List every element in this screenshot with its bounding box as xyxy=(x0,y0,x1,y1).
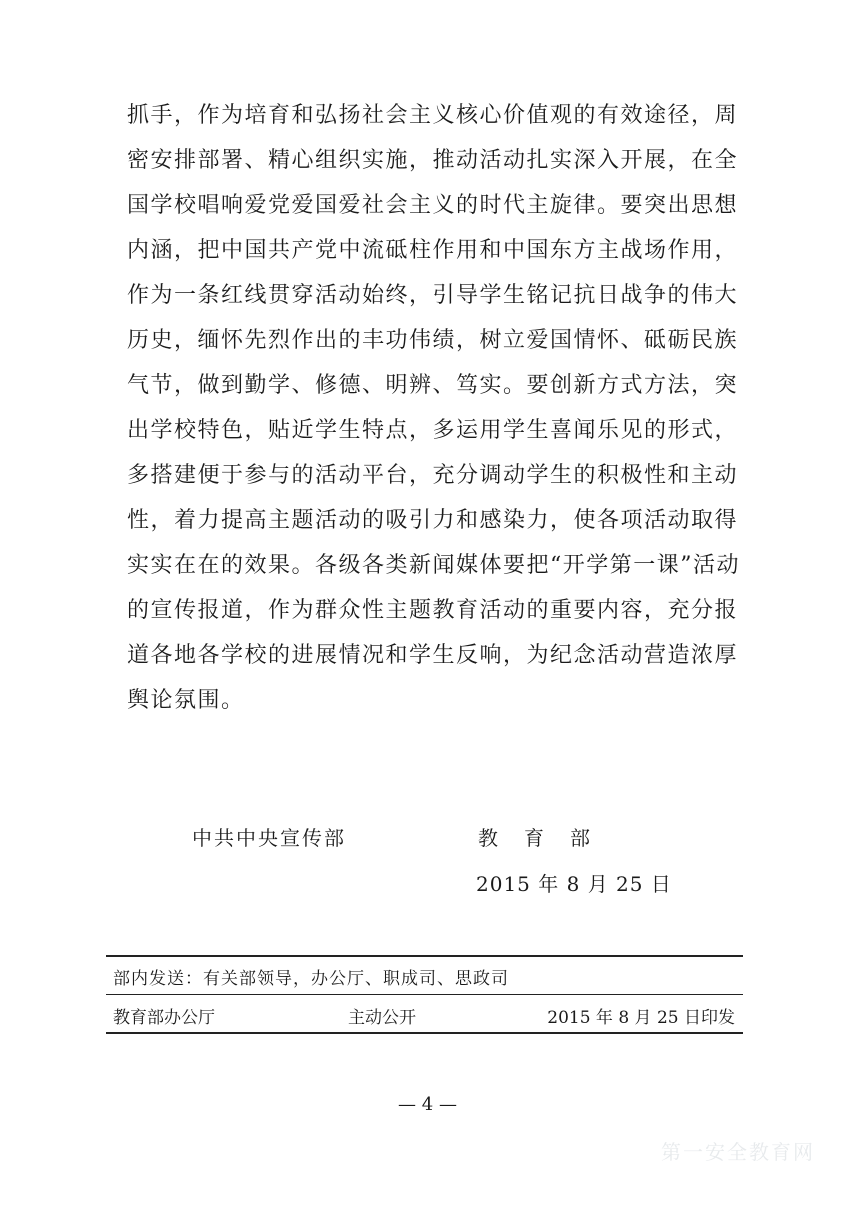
body-line: 道各地各学校的进展情况和学生反响，为纪念活动营造浓厚 xyxy=(127,643,739,668)
page-number: — 4 — xyxy=(398,1094,457,1115)
body-line: 气节，做到勤学、修德、明辨、笃实。要创新方式方法，突 xyxy=(127,373,739,398)
body-line: 内涵，把中国共产党中流砥柱作用和中国东方主战场作用， xyxy=(127,238,739,263)
footer-bottom-rule xyxy=(106,1032,743,1034)
publicity-status: 主动公开 xyxy=(348,1008,416,1028)
body-line: 历史，缅怀先烈作出的丰功伟绩，树立爱国情怀、砥砺民族 xyxy=(127,328,739,353)
body-text xyxy=(127,96,740,726)
body-line: 性，着力提高主题活动的吸引力和感染力，使各项活动取得 xyxy=(127,508,739,533)
signature-issuer-education-ministry: 教育部 xyxy=(478,826,616,850)
watermark: 第一安全教育网 xyxy=(661,1140,815,1164)
signature-date: 2015 年 8 月 25 日 xyxy=(476,872,672,896)
body-line: 舆论氛围。 xyxy=(127,688,245,713)
body-line: 国学校唱响爱党爱国爱社会主义的时代主旋律。要突出思想 xyxy=(127,193,739,218)
body-line: 的宣传报道，作为群众性主题教育活动的重要内容，充分报 xyxy=(127,598,739,623)
issue-date: 2015 年 8 月 25 日印发 xyxy=(547,1008,735,1028)
footer-top-rule xyxy=(106,955,743,957)
footer-middle-rule xyxy=(106,994,743,995)
body-line: 实实在在的效果。各级各类新闻媒体要把“开学第一课”活动 xyxy=(127,553,740,578)
issuer-office: 教育部办公厅 xyxy=(113,1008,215,1028)
distribution-line: 部内发送：有关部领导，办公厅、职成司、思政司 xyxy=(113,969,509,989)
body-line: 作为一条红线贯穿活动始终，引导学生铭记抗日战争的伟大 xyxy=(127,283,739,308)
body-line: 密安排部署、精心组织实施，推动活动扎实深入开展，在全 xyxy=(127,148,739,173)
body-line: 出学校特色，贴近学生特点，多运用学生喜闻乐见的形式， xyxy=(127,418,739,443)
signature-issuer-publicity-dept: 中共中央宣传部 xyxy=(192,826,346,850)
body-line: 多搭建便于参与的活动平台，充分调动学生的积极性和主动 xyxy=(127,463,739,488)
body-line: 抓手，作为培育和弘扬社会主义核心价值观的有效途径，周 xyxy=(127,103,739,128)
